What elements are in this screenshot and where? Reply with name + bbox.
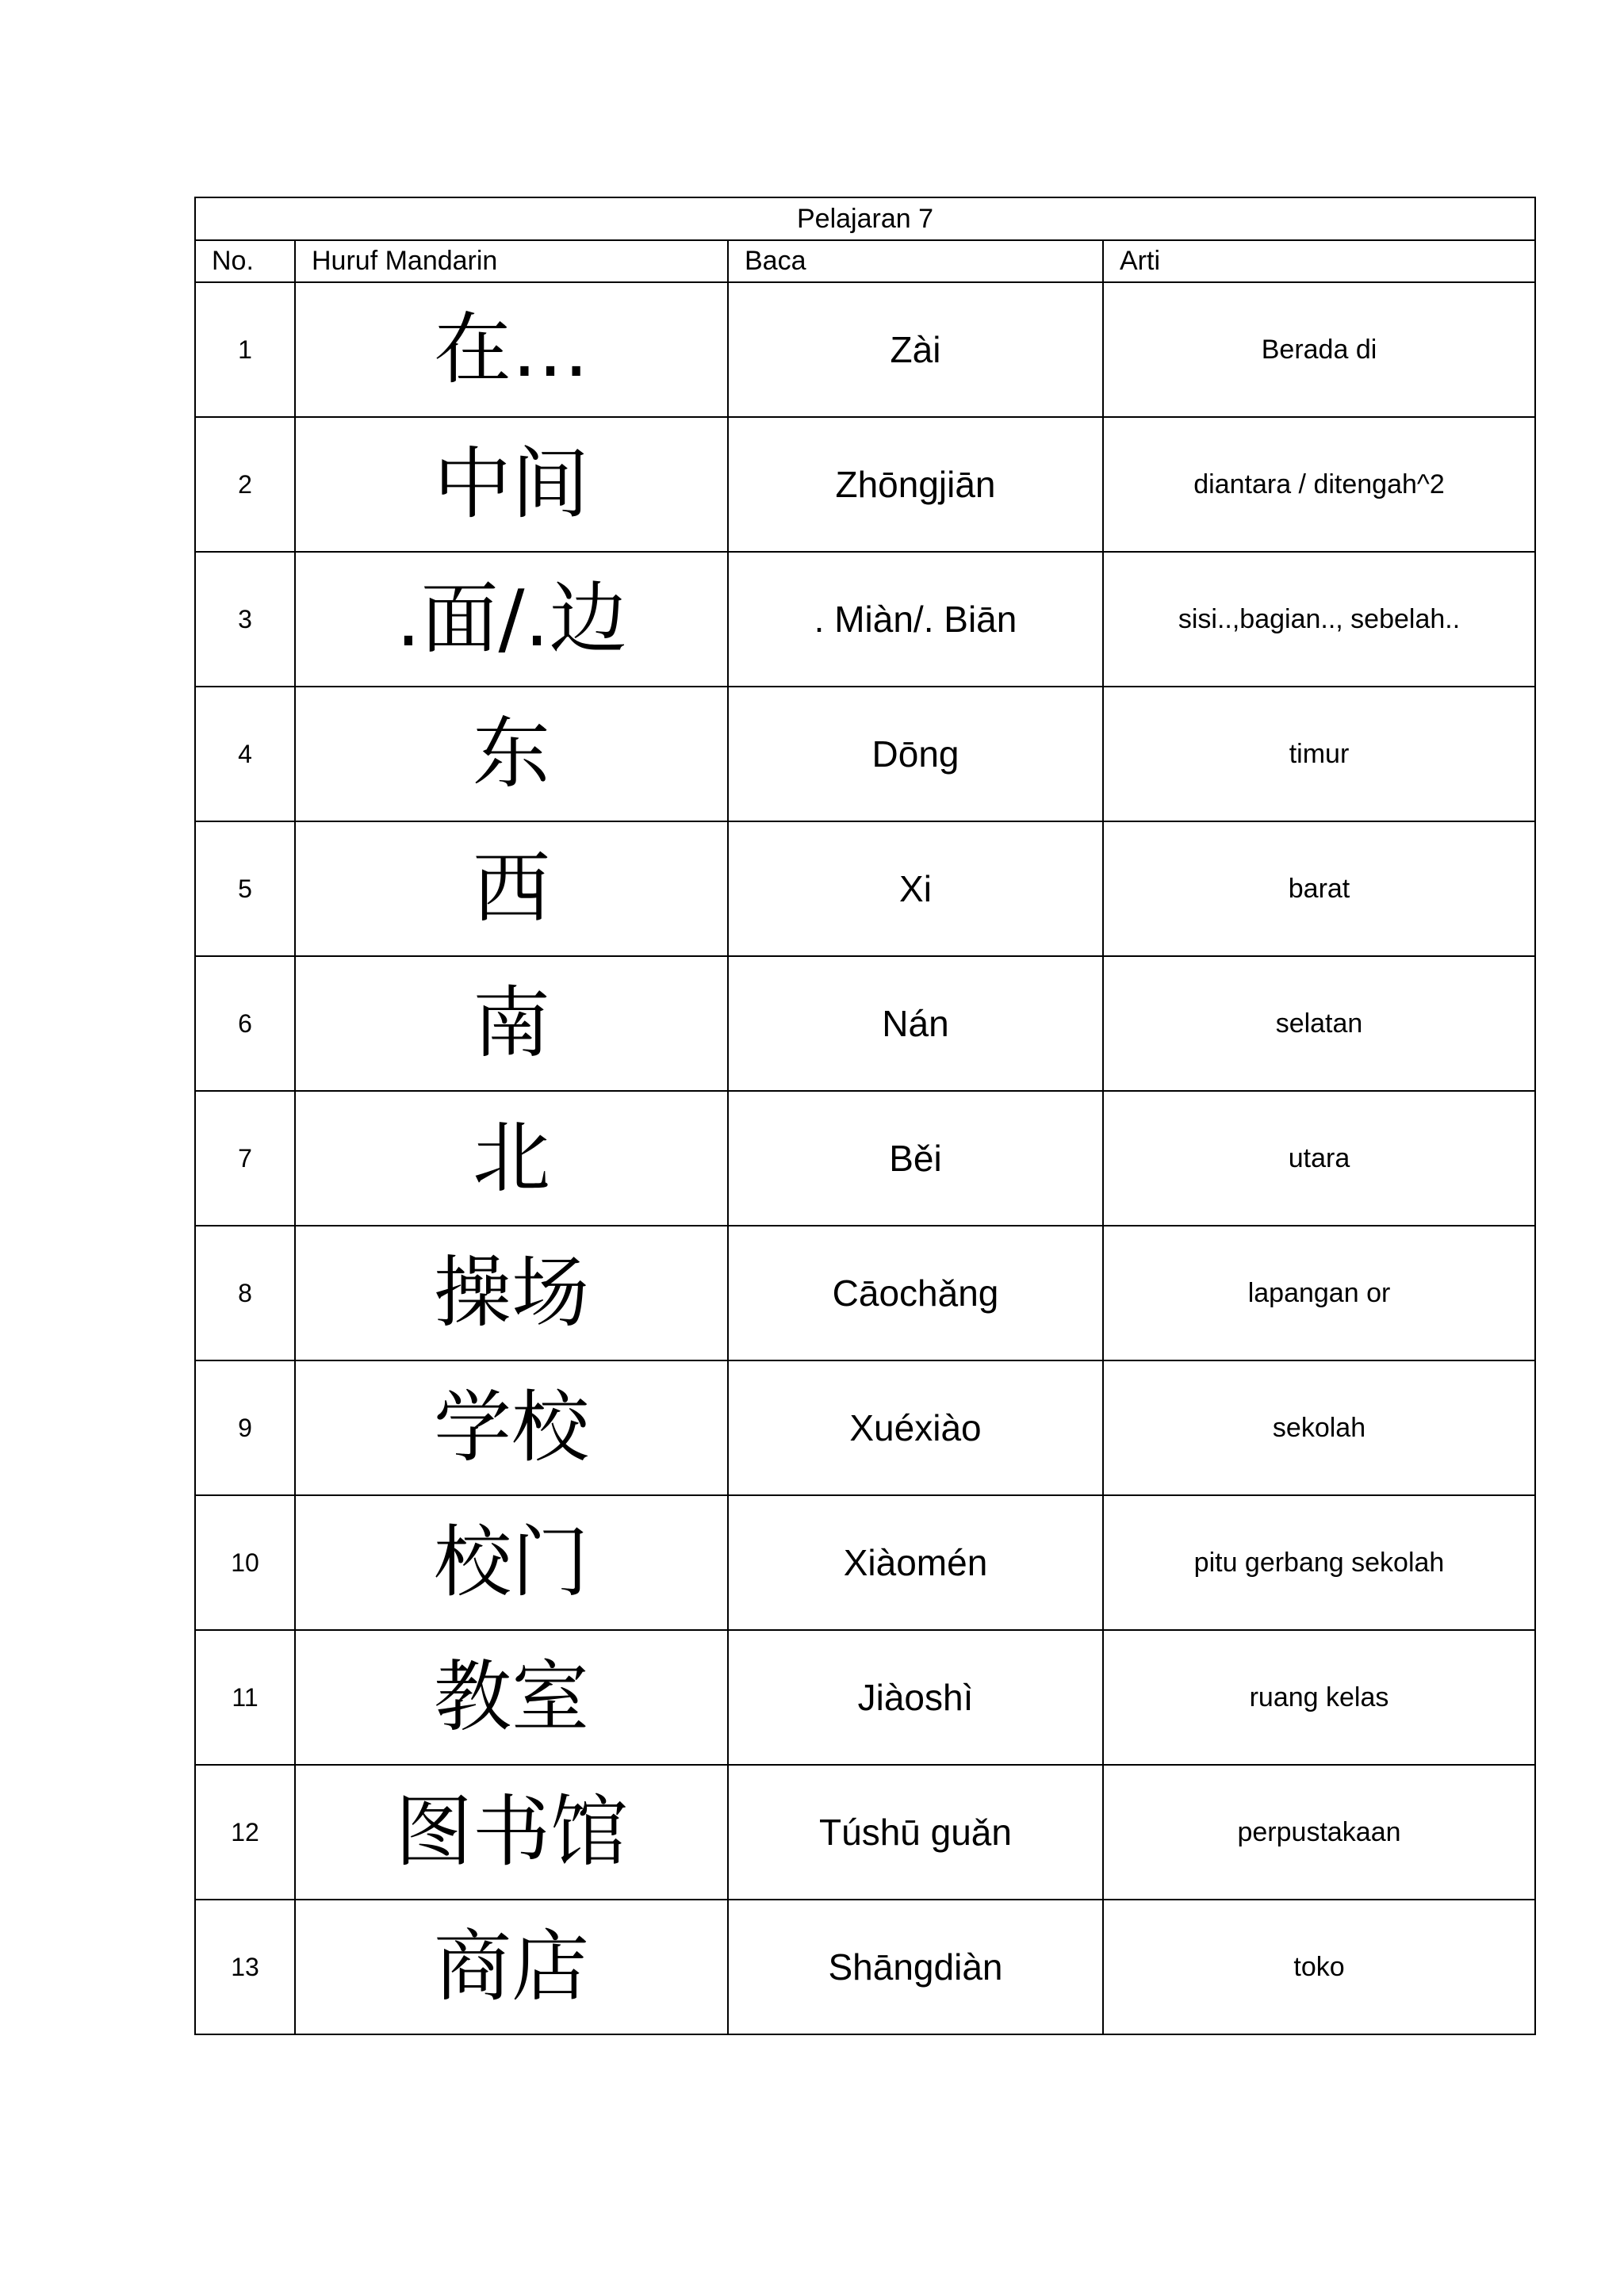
row-number: 11 (195, 1630, 295, 1765)
meaning-cell: sekolah (1103, 1360, 1535, 1495)
row-number: 4 (195, 687, 295, 821)
pinyin-cell: Dōng (728, 687, 1103, 821)
hanzi-cell: 商店 (295, 1900, 728, 2034)
pinyin-cell: Běi (728, 1091, 1103, 1226)
table-title-row (195, 197, 1535, 240)
meaning-cell: timur (1103, 687, 1535, 821)
table-row (195, 1360, 1535, 1495)
meaning-cell: utara (1103, 1091, 1535, 1226)
table-row (195, 821, 1535, 956)
meaning-cell: barat (1103, 821, 1535, 956)
vocabulary-table (194, 197, 1536, 2035)
hanzi-cell: .面/.边 (295, 552, 728, 687)
meaning-cell: selatan (1103, 956, 1535, 1091)
meaning-cell: Berada di (1103, 282, 1535, 417)
pinyin-cell: Cāochǎng (728, 1226, 1103, 1360)
table-row (195, 552, 1535, 687)
row-number: 6 (195, 956, 295, 1091)
meaning-cell: sisi..,bagian.., sebelah.. (1103, 552, 1535, 687)
row-number: 5 (195, 821, 295, 956)
header-hanzi: Huruf Mandarin (295, 240, 728, 282)
meaning-cell: lapangan or (1103, 1226, 1535, 1360)
table-body (195, 197, 1535, 2034)
pinyin-cell: Jiàoshì (728, 1630, 1103, 1765)
table-row (195, 956, 1535, 1091)
table-title: Pelajaran 7 (195, 197, 1535, 240)
hanzi-cell: 教室 (295, 1630, 728, 1765)
table-row (195, 282, 1535, 417)
hanzi-cell: 学校 (295, 1360, 728, 1495)
row-number: 2 (195, 417, 295, 552)
row-number: 9 (195, 1360, 295, 1495)
pinyin-cell: Shāngdiàn (728, 1900, 1103, 2034)
row-number: 1 (195, 282, 295, 417)
hanzi-cell: 中间 (295, 417, 728, 552)
hanzi-cell: 西 (295, 821, 728, 956)
header-arti: Arti (1103, 240, 1535, 282)
row-number: 8 (195, 1226, 295, 1360)
row-number: 13 (195, 1900, 295, 2034)
meaning-cell: ruang kelas (1103, 1630, 1535, 1765)
table-row (195, 1900, 1535, 2034)
pinyin-cell: . Miàn/. Biān (728, 552, 1103, 687)
hanzi-cell: 北 (295, 1091, 728, 1226)
table-row (195, 1226, 1535, 1360)
pinyin-cell: Xiàomén (728, 1495, 1103, 1630)
table-row (195, 1765, 1535, 1900)
hanzi-cell: 南 (295, 956, 728, 1091)
table-row (195, 1495, 1535, 1630)
meaning-cell: toko (1103, 1900, 1535, 2034)
row-number: 3 (195, 552, 295, 687)
pinyin-cell: Zhōngjiān (728, 417, 1103, 552)
table-header-row (195, 240, 1535, 282)
row-number: 12 (195, 1765, 295, 1900)
pinyin-cell: Xuéxiào (728, 1360, 1103, 1495)
pinyin-cell: Túshū guǎn (728, 1765, 1103, 1900)
pinyin-cell: Zài (728, 282, 1103, 417)
meaning-cell: diantara / ditengah^2 (1103, 417, 1535, 552)
header-no: No. (195, 240, 295, 282)
table-row (195, 687, 1535, 821)
table-row (195, 417, 1535, 552)
meaning-cell: perpustakaan (1103, 1765, 1535, 1900)
pinyin-cell: Nán (728, 956, 1103, 1091)
row-number: 10 (195, 1495, 295, 1630)
table-row (195, 1091, 1535, 1226)
hanzi-cell: 校门 (295, 1495, 728, 1630)
row-number: 7 (195, 1091, 295, 1226)
header-baca: Baca (728, 240, 1103, 282)
hanzi-cell: 东 (295, 687, 728, 821)
table-row (195, 1630, 1535, 1765)
hanzi-cell: 图书馆 (295, 1765, 728, 1900)
hanzi-cell: 在… (295, 282, 728, 417)
pinyin-cell: Xi (728, 821, 1103, 956)
meaning-cell: pitu gerbang sekolah (1103, 1495, 1535, 1630)
hanzi-cell: 操场 (295, 1226, 728, 1360)
